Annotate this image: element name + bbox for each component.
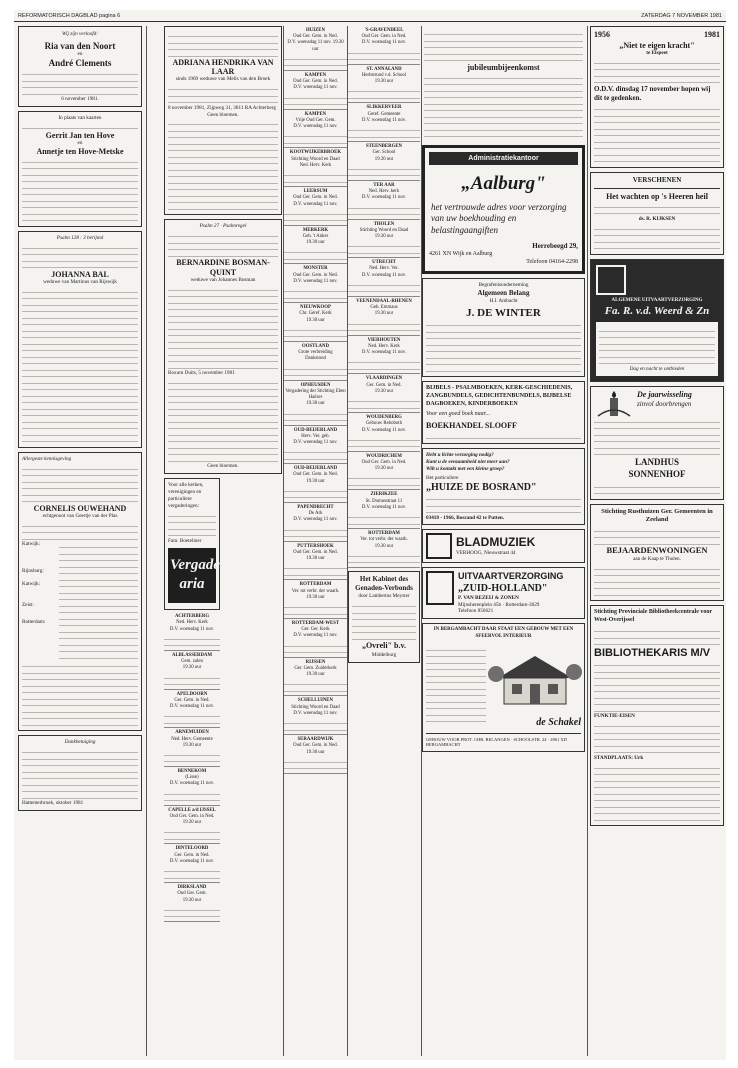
- book-shop: „Ovreli" b.v.: [361, 641, 407, 651]
- anniversary-date: O.D.V. dinsdag 17 november hopen wij dit te gedenken.: [594, 84, 711, 102]
- thanks-heading: Dankbetuiging: [64, 739, 96, 746]
- notice-verse: Allergeste kennisgeving: [22, 455, 72, 462]
- church-sub: Stichting Woord en Daad: [359, 227, 409, 233]
- place-label: Rijnsburg:: [22, 568, 44, 575]
- church-listing: [284, 619, 347, 658]
- church-time: D.V. woensdag 11 nov.: [293, 124, 338, 130]
- church-sub: Ver. tot verbr. der waarh.: [291, 588, 340, 594]
- church-sub: Oud Ger. Gem. in Ned.: [293, 79, 338, 85]
- bladmuziek-logo-icon: [426, 533, 452, 559]
- church-sub: De Ark: [308, 511, 323, 517]
- published-label: VERSCHENEN: [632, 175, 682, 184]
- church-sub: Oud Ger. Gem. in Ned.: [293, 549, 338, 555]
- notice-place: Boxum Duits, 5 november 1981: [168, 370, 235, 377]
- church-name: VIERHOUTEN: [367, 337, 401, 343]
- church-time: 19.30 uur: [374, 156, 394, 162]
- church-time: D.V. woensdag 11 nov.: [361, 40, 407, 46]
- bookshop-name: BOEKHANDEL SLOOFF: [426, 421, 517, 431]
- death-notice: [18, 452, 142, 731]
- church-time: 19.30 uur: [374, 466, 394, 472]
- church-sub: Ver. tot verbr. der waarh.: [360, 537, 408, 543]
- landhuis-name: SONNENHOF: [628, 468, 686, 479]
- church-time: 19.30 uur: [374, 311, 394, 317]
- column-notices-right: [590, 26, 724, 1056]
- church-sub: Oud Ger. Gem. in Ned.: [293, 743, 338, 749]
- jaarwisseling-title: De jaarwisseling: [637, 389, 692, 399]
- church-name: VLAARDINGEN: [365, 376, 403, 382]
- bosrand-name: „HUIZE DE BOSRAND": [426, 481, 537, 493]
- church-name: ZIERIKZEE: [370, 492, 398, 498]
- church-listing: [348, 258, 420, 297]
- church-listing: [284, 735, 347, 774]
- church-sub: Vrije Oud Ger. Gem.: [295, 117, 336, 123]
- deceased-subtitle: echtgenoot van Geertje van der Plas: [42, 512, 118, 519]
- deceased-name: BERNARDINE BOSMAN-QUINT: [176, 258, 270, 277]
- church-listing: [284, 71, 347, 110]
- church-time: 19.30 uur: [374, 388, 394, 394]
- church-name: HUIZEN: [306, 28, 325, 33]
- church-name: KOOTWIJKERBROEK: [289, 150, 342, 156]
- church-name: ACHTERBERG: [174, 614, 210, 620]
- winter-name: J. DE WINTER: [466, 306, 541, 319]
- church-time: 19.30 uur: [306, 556, 325, 562]
- church-listing: [284, 696, 347, 735]
- landhuis-ad: [590, 386, 724, 500]
- church-time: D.V. woensdag 11 nov.: [169, 858, 215, 864]
- engagement-name: André Clements: [48, 58, 112, 69]
- year-right: 1981: [704, 30, 720, 39]
- church-time: 19.30 uur: [182, 742, 202, 748]
- thanks-notice: [18, 735, 142, 811]
- bejaarden-sub: aan de Kaap te Tholen.: [633, 555, 681, 562]
- church-time: D.V. woensdag 11 nov.: [293, 201, 338, 207]
- church-name: ARNEMUIDEN: [175, 730, 209, 736]
- church-listings: [164, 478, 282, 922]
- church-name: KAMPEN: [304, 72, 327, 78]
- vergader-ad: [164, 478, 226, 610]
- church-listing: [284, 464, 347, 503]
- zuid-name: „ZUID-HOLLAND": [458, 583, 548, 595]
- bosrand-phone: 03418 - 1966, Bosrand 42 te Putten.: [426, 514, 505, 521]
- church-listing: [284, 303, 347, 342]
- church-time: D.V. woensdag 11 nov.: [361, 272, 407, 278]
- place-label: Katwijk:: [22, 580, 41, 587]
- header-left: REFORMATORISCH DAGBLAD pagina 6: [18, 13, 121, 19]
- church-sub: Oud Ger. Gem. in Ned.: [361, 34, 407, 40]
- column-rule: [146, 26, 147, 1056]
- church-time: D.V. woensdag 11 nov. 19.30 uur: [287, 40, 344, 52]
- church-time: D.V. woensdag 11 nov.: [361, 504, 407, 510]
- book-ad: [348, 571, 420, 663]
- church-listing: [164, 883, 220, 922]
- rusthuizen-ad: [590, 504, 724, 602]
- church-name: DINTELOORD: [175, 846, 209, 852]
- church-name: ST. ANNALAND: [366, 66, 402, 72]
- church-listing: [164, 728, 220, 767]
- church-name: LEERSUM: [303, 189, 328, 195]
- anniversary-title: „Niet te eigen kracht": [619, 40, 695, 50]
- church-name: VEENENDAAL-RHENEN: [356, 298, 412, 304]
- church-time: 19.30 uur: [374, 543, 394, 549]
- column-rule: [587, 26, 588, 1056]
- zuid-phone: Telefoon 856621: [458, 608, 494, 615]
- book-published-ad: [590, 172, 724, 255]
- church-listing: [348, 336, 420, 375]
- notice-note: Geen bloemen.: [207, 111, 239, 118]
- vacancy-requirements: FUNKTIE-EISEN: [594, 713, 635, 720]
- church-sub: Oud Ger. Gem. in Ned.: [293, 472, 338, 478]
- church-time: D.V. woensdag 11 nov.: [293, 710, 338, 716]
- winter-kicker: Begrafenisonderneming: [478, 281, 529, 288]
- death-notice: [18, 231, 142, 448]
- church-sub: Oud Ger. Gem. in Ned.: [361, 459, 407, 465]
- place-label: Katwijk:: [22, 541, 41, 548]
- church-time: D.V. woensdag 11 nov.: [169, 626, 215, 632]
- page-header: [14, 10, 726, 22]
- newspaper-page: [14, 10, 726, 1060]
- aalburg-ad: [422, 145, 585, 274]
- church-name: NIEUWKOOP: [300, 305, 331, 311]
- anniversary-place: te Elspeet: [646, 49, 668, 56]
- church-sub: Geb. Emmaus: [370, 305, 398, 311]
- church-time: D.V. woensdag 11 nov.: [169, 781, 215, 787]
- winter-sub: Algemeen Belang: [477, 288, 530, 297]
- wedding-groom: Gerrit Jan ten Hove: [45, 130, 115, 140]
- church-time: D.V. woensdag 11 nov.: [361, 195, 407, 201]
- church-name: KAMPEN: [304, 111, 327, 117]
- winter-place: H.I. Ambacht: [489, 297, 518, 304]
- church-listing: [348, 26, 420, 65]
- church-sub: Oud Ger. Gem. in Ned.: [293, 195, 338, 201]
- church-time: 19.30 uur: [306, 749, 325, 755]
- church-name: SLIKKERVEER: [366, 105, 402, 111]
- jaarwisseling-sub: zinvol doorbrengen: [637, 400, 692, 409]
- church-time: 19.30 uur: [306, 240, 325, 246]
- church-sub: Vergadering der Stichting Eben Haëzer: [285, 388, 346, 401]
- church-sub: Oud Ger. Gem. in Ned.: [293, 272, 338, 278]
- church-sub: Ned. Herv. Gemeente: [171, 736, 213, 742]
- schakel-ad: [422, 623, 585, 752]
- deceased-subtitle: sinds 1969 weduwe van Melis van den Broek: [175, 76, 271, 83]
- church-listing: [348, 413, 420, 452]
- church-name: PAPENDRECHT: [297, 504, 334, 510]
- church-name: ALBLASSERDAM: [172, 652, 212, 658]
- church-name: UTRECHT: [372, 260, 396, 266]
- church-name: MONSTER: [303, 266, 328, 272]
- vergader-logo: Vergader aria: [168, 548, 216, 604]
- thanks-signature: Hattemerbroek, oktober 1981: [22, 800, 84, 807]
- vergader-text: Voor alle kerken, verenigingen en particuliere vergaderingen:: [168, 482, 204, 509]
- church-name: OOSTLAND: [302, 343, 329, 349]
- church-listing: [164, 690, 220, 729]
- bosrand-ad: [422, 448, 585, 525]
- church-name: 'S-GRAVENDEEL: [364, 28, 404, 33]
- deceased-name: JOHANNA BAL: [51, 269, 109, 279]
- church-name: MERKERK: [302, 227, 329, 233]
- notice-verse: Psalm 27 · Psalmregel: [199, 223, 247, 230]
- aalburg-kicker: Administratiekantoor: [429, 152, 578, 165]
- church-name: THOLEN: [373, 221, 395, 227]
- church-name: APELDOORN: [176, 691, 208, 697]
- header-right: ZATERDAG 7 NOVEMBER 1981: [641, 13, 722, 19]
- church-sub: Herbstrund v.d. School: [361, 72, 407, 78]
- church-name: TER AAR: [373, 182, 395, 188]
- deceased-subtitle: weduwe van Martinus van Rijswijk: [43, 278, 117, 285]
- church-listing: [164, 806, 220, 845]
- church-sub: Ger. Gem. in Ned.: [174, 852, 210, 858]
- zuid-sub: P. VAN BEZEIJ & ZONEN: [458, 594, 519, 601]
- column-obituaries: [164, 26, 282, 1056]
- schakel-headline: IN BERGAMBACHT DAAR STAAT EEN GEBOUW MET EEN SFEERVOL INTERIEUR: [433, 627, 574, 639]
- weerd-ad: [590, 259, 724, 382]
- church-name: BENNEKOM: [177, 768, 207, 774]
- church-name: WOUDRICHEM: [366, 453, 402, 459]
- church-listing: [284, 187, 347, 226]
- jubilee-title: jubileumbijeenkomst: [467, 62, 540, 72]
- bookshop-ad: [422, 381, 585, 444]
- book-title: Het Kabinet des Genaden-Verbonds: [355, 574, 413, 593]
- church-name: ROTTERDAM: [299, 582, 332, 588]
- schakel-footer: GEBOUW VOOR PROT. CHR. BELANGEN · SCHOOLSTR. 24 · 2861 XD BERGAMBACHT: [426, 736, 567, 748]
- church-sub: Stichting Woord en Daad: [291, 156, 340, 162]
- deceased-name: CORNELIS OUWEHAND: [33, 503, 127, 513]
- church-time: 19.30 uur: [182, 897, 202, 903]
- anniversary-notice: [590, 26, 724, 168]
- bosrand-question: Kunt u de eenzaamheid niet meer aan?: [426, 458, 510, 465]
- aalburg-phone: Telefoon 04164-2298: [526, 258, 578, 265]
- wedding-and: en: [77, 139, 83, 146]
- church-listing: [164, 844, 220, 883]
- church-sub: Ned. Herv. Ver.: [369, 266, 399, 272]
- church-listing: [348, 529, 420, 568]
- weerd-tagline: Dag en nacht te ontbieden: [629, 365, 685, 372]
- church-sub: Oud Ger. Gem. in Ned.: [293, 34, 338, 40]
- death-notice: [164, 26, 282, 215]
- church-time: 19.30 uur: [182, 820, 202, 826]
- bosrand-question: Wilt u kontakt met een kleine groep?: [426, 465, 505, 472]
- church-time: D.V. woensdag 11 nov.: [293, 439, 338, 445]
- church-name: OPHEUSDEN: [300, 382, 331, 388]
- vergader-sign: Fam. Boeteliner: [168, 537, 202, 544]
- church-listing: [348, 490, 420, 529]
- column-family-notices: [18, 26, 142, 1056]
- vacancy-ad: [590, 605, 724, 826]
- column-advertisements: [422, 26, 585, 1056]
- church-time: D.V. woensdag 11 nov.: [293, 633, 338, 639]
- church-sub: Oud Ger. Gem. in Ned.: [169, 813, 215, 819]
- church-listing: [284, 503, 347, 542]
- schakel-name: de Schakel: [536, 717, 581, 729]
- church-listing: [284, 264, 347, 303]
- church-listing: [284, 226, 347, 265]
- church-sub: Oud Ger. Gem.: [177, 891, 207, 897]
- column-church-services-2: [348, 26, 420, 1056]
- church-name: SCHELLUINEN: [298, 698, 333, 704]
- church-sub: Gebouw Rehoboth: [365, 421, 403, 427]
- church-name: RIJSSEN: [305, 659, 326, 665]
- church-name: OUD-BEIJERLAND: [293, 427, 338, 433]
- church-time: D.V. woensdag 11 nov.: [293, 517, 338, 523]
- church-sub: Ger. Ger. Kerk: [301, 627, 330, 633]
- church-time: 19.30 uur: [374, 79, 394, 85]
- church-sub: Ned. Herv. Kerk: [176, 620, 208, 626]
- aalburg-tagline: het vertrouwde adres voor verzorging van uw boekhouding en belastingaangiften: [431, 202, 567, 235]
- church-sub: Ger. School: [372, 150, 396, 156]
- church-listing: [348, 452, 420, 491]
- church-sub: Ger. Gem. Zuiderkerk: [294, 665, 337, 671]
- notice-note: Geen bloemen.: [207, 463, 239, 470]
- weerd-logo-icon: [596, 265, 626, 295]
- engagement-and: en: [77, 51, 83, 58]
- wedding-bride: Annetje ten Hove-Metske: [36, 146, 124, 156]
- church-sub: Stichting Woord en Daad: [291, 704, 340, 710]
- bookshop-line: Voor een goed boek naar...: [426, 411, 490, 418]
- zuid-address: Mijnsherenplein 45b · Rotterdam-3029: [458, 601, 540, 608]
- schakel-building-image: [490, 644, 581, 730]
- aalburg-city: 4261 XN Wijk en Aalburg: [429, 250, 493, 257]
- engagement-name: Ria van den Noort: [44, 40, 116, 51]
- church-time: 19.30 uur: [374, 233, 394, 239]
- candle-icon: [594, 390, 634, 418]
- church-listing: [164, 612, 220, 651]
- church-listing: [284, 542, 347, 581]
- deceased-name: ADRIANA HENDRIKA VAN LAAR: [172, 58, 274, 77]
- notice-place: 8 november 1981, Zijpweg 31, 3811 RA Achterberg: [168, 104, 276, 111]
- aalburg-name: „Aalburg": [461, 172, 546, 194]
- wedding-intro: In plaats van kaarten: [58, 115, 102, 122]
- church-time: 19.30 uur: [306, 672, 325, 678]
- church-listing: [284, 26, 347, 71]
- published-author: ds. R. KIJKSEN: [638, 215, 676, 222]
- death-notice: [164, 219, 282, 474]
- church-time: D.V. woensdag 11 nov.: [361, 427, 407, 433]
- church-listing: [284, 426, 347, 465]
- church-listing: [348, 181, 420, 220]
- church-listing: [348, 65, 420, 104]
- church-time: D.V. woensdag 11 nov.: [293, 278, 338, 284]
- jubilee-notice: [422, 26, 585, 141]
- church-sub: Ned. Herv. Kerk: [368, 343, 400, 349]
- weerd-kicker: ALGEMENE UITVAARTVERZORGING: [611, 297, 703, 303]
- church-time: 19.30 uur: [306, 317, 325, 323]
- church-sub: (Lisse): [185, 775, 199, 781]
- bladmuziek-title: BLADMUZIEK: [456, 535, 536, 550]
- church-name: SERAARDWIJK: [297, 737, 334, 743]
- notice-verse: Psalm 128 : 3 berijmd: [56, 234, 104, 241]
- church-listing: [284, 658, 347, 697]
- engagement-notice: [18, 26, 142, 107]
- church-time: D.V. woensdag 11 nov.: [361, 350, 407, 356]
- family-list: [22, 541, 138, 660]
- church-name: DIRKSLAND: [177, 885, 207, 891]
- bejaarden-title: BEJAARDENWONINGEN: [606, 545, 708, 556]
- winter-ad: [422, 278, 585, 378]
- church-name: ROTTERDAM: [368, 531, 400, 537]
- church-sub: Gem. zalen: [181, 659, 203, 665]
- church-sub: St. Domusstraat 11: [365, 498, 403, 504]
- deceased-subtitle: weduwe van Johannes Bosman: [190, 276, 256, 283]
- published-title: Het wachten op 's Heeren heil: [606, 191, 708, 201]
- church-time: D.V. woensdag 11 nov.: [361, 117, 407, 123]
- wedding-notice: [18, 111, 142, 227]
- church-sub: Ger. Gem. in Ned.: [174, 697, 210, 703]
- church-sub: Grote verbreiding: [298, 350, 333, 356]
- church-listing: [284, 381, 347, 426]
- church-sub: Herv. Ver. geb.: [301, 433, 330, 439]
- church-listing: [164, 767, 220, 806]
- church-time: D.V. woensdag 11 nov.: [293, 85, 338, 91]
- church-name: CAPELLE a/d IJSSEL: [168, 807, 216, 813]
- church-time: 19.30 uur: [306, 478, 325, 484]
- vacancy-org: Stichting Provinciale Bibliotheekcentrale voor West-Overijssel: [594, 609, 712, 624]
- bosrand-lead: Het particuliere: [426, 474, 459, 481]
- church-listing: [284, 110, 347, 149]
- church-name: STEENBERGEN: [366, 144, 402, 150]
- place-label: Zeist:: [22, 601, 34, 608]
- engagement-date: 6 november 1981.: [61, 96, 99, 103]
- church-sub: Ger. Gem. in Ned.: [366, 382, 402, 388]
- church-listing: [284, 342, 347, 381]
- uitvaart-logo-icon: [426, 571, 454, 605]
- book-author: door Lambertus Meyster: [358, 593, 410, 600]
- church-listing: [348, 142, 420, 181]
- church-time: 19.30 uur: [182, 665, 202, 671]
- bosrand-question: Hebt u lichte verzorging nodig?: [426, 452, 494, 459]
- church-listing: [284, 148, 347, 187]
- church-sub: Chr. Geref. Kerk: [299, 311, 332, 317]
- church-sub: Ned. Herv. kerk: [368, 189, 400, 195]
- bookshop-products: BIJBELS - PSALMBOEKEN, KERK-GESCHIEDENIS, ZANGBUNDELS, GEDICHTENBUNDELS, BIJBELSE DAGBOEKEN, KINDERBOEKEN: [426, 385, 573, 408]
- church-listing: [348, 220, 420, 259]
- church-name: ROTTERDAM-WEST: [291, 621, 340, 627]
- building-icon: [490, 644, 580, 714]
- book-shop-city: Middelburg: [371, 651, 397, 658]
- weerd-name: Fa. R. v.d. Weerd & Zn: [604, 305, 710, 318]
- church-listing: [348, 374, 420, 413]
- church-time: Ned. Herv. Kerk: [299, 162, 332, 168]
- church-listing: [164, 651, 220, 690]
- year-left: 1956: [594, 30, 610, 39]
- church-listing: [348, 103, 420, 142]
- church-sub: Geref. Gemeente: [367, 111, 401, 117]
- column-church-services: [284, 26, 347, 1056]
- zuid-holland-ad: [422, 567, 585, 619]
- church-time: 19.30 uur: [306, 401, 325, 407]
- bladmuziek-address: VERHOOG, Nieuwstraat 44: [456, 549, 516, 556]
- rusthuizen-title: Stichting Rusthuizen Ger. Gemeenten in Zeeland: [601, 507, 713, 524]
- church-name: PUTTERSHOEK: [297, 543, 334, 549]
- church-name: WOUDENBERG: [366, 415, 402, 421]
- vacancy-title: BIBLIOTHEKARIS M/V: [594, 646, 711, 659]
- zuid-title: UITVAARTVERZORGING: [458, 571, 564, 582]
- church-time: 19.30 uur: [306, 594, 325, 600]
- landhuis-label: LANDHUS: [634, 456, 679, 467]
- engagement-intro: Wij zijn verloofd:: [61, 31, 99, 37]
- church-listing: [348, 297, 420, 336]
- place-label: Rotterdam:: [22, 618, 46, 625]
- church-listing: [284, 580, 347, 619]
- church-time: Dankstond: [305, 356, 326, 362]
- vacancy-location: STANDPLAATS: Urk: [594, 754, 644, 761]
- aalburg-street: Herrebeegd 29,: [532, 241, 578, 250]
- church-time: D.V. woensdag 11 nov.: [169, 704, 215, 710]
- bladmuziek-ad: [422, 529, 585, 563]
- church-sub: Geb. 't Anker: [302, 233, 329, 239]
- church-name: OUD-BEIJERLAND: [293, 466, 338, 472]
